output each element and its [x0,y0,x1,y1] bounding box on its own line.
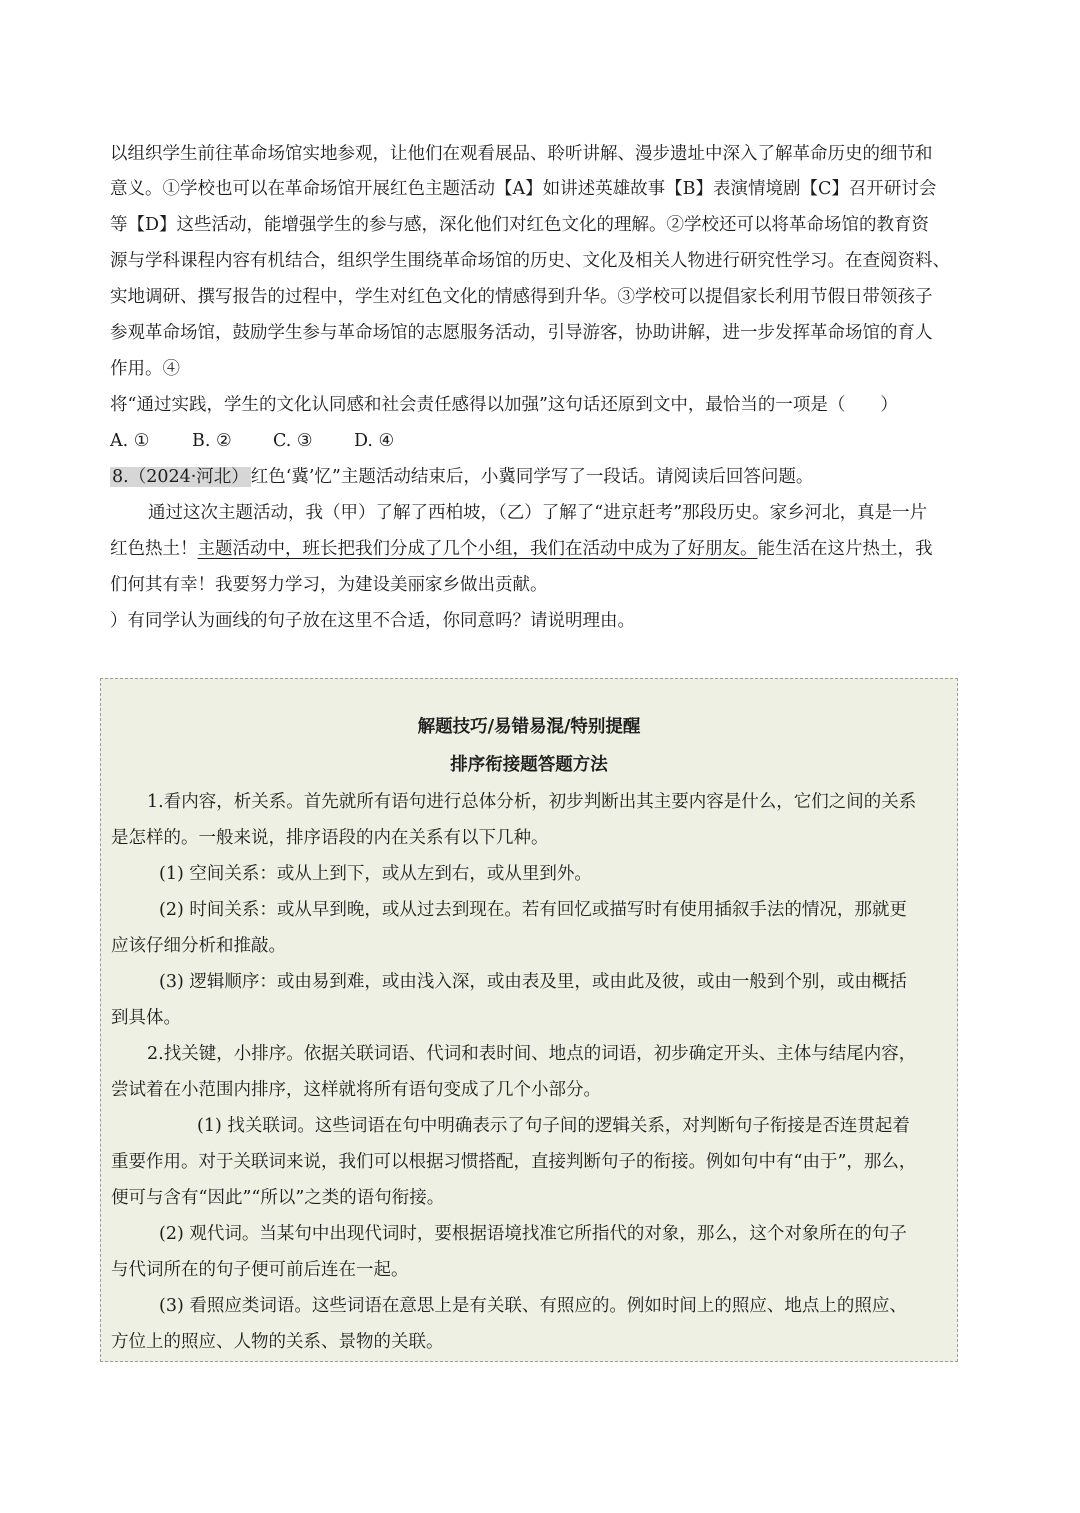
tip-line: (3) 看照应类词语。这些词语在意思上是有关联、有照应的。例如时间上的照应、地点上的照应、 [159,1296,907,1316]
paragraph-text: 能生活在这片热土，我 [757,539,933,559]
paragraph-line: 们何其有幸！我要努力学习，为建设美丽家乡做出贡献。 [110,575,548,595]
tip-line: 到具体。 [111,1008,181,1028]
question-8-header [110,466,813,488]
passage-line: 等【D】这些活动，能增强学生的参与感，深化他们对红色文化的理解。②学校还可以将革命场馆的教育资 [110,215,930,235]
tip-line: 是怎样的。一般来说，排序语段的内在关系有以下几种。 [111,828,549,848]
question-8-ask: ）有同学认为画线的句子放在这里不合适，你同意吗？请说明理由。 [110,611,635,631]
passage-line: 参观革命场馆，鼓励学生参与革命场馆的志愿服务活动，引导游客，协助讲解，进一步发挥革命场馆的育人 [110,323,933,343]
passage-line: 作用。④ [110,359,180,379]
underlined-sentence: 主题活动中，班长把我们分成了几个小组，我们在活动中成为了好朋友。 [197,539,758,559]
paragraph-line [110,538,933,560]
paragraph-text: 红色热土！ [110,539,198,559]
tip-line: 尝试着在小范围内排序，这样就将所有语句变成了几个小部分。 [111,1080,601,1100]
passage-line: 源与学科课程内容有机结合，组织学生围绕革命场馆的历史、文化及相关人物进行研究性学习。在查阅资料、 [110,251,950,271]
option-c: C. ③ [273,431,313,451]
option-d: D. ④ [354,431,395,451]
tip-line: 1.看内容，析关系。首先就所有语句进行总体分析，初步判断出其主要内容是什么，它们之间的关系 [147,792,917,812]
tip-line: 2.找关键，小排序。依据关联词语、代词和表时间、地点的词语，初步确定开头、主体与结尾内容， [147,1044,917,1064]
option-a: A. ① [110,431,150,451]
option-b: B. ② [192,431,232,451]
tip-line: 重要作用。对于关联词来说，我们可以根据习惯搭配，直接判断句子的衔接。例如句中有“由于”，那么， [111,1152,917,1172]
tip-line: (2) 时间关系：或从早到晚，或从过去到现在。若有回忆或描写时有使用插叙手法的情况，那就更 [159,900,907,920]
question-7-stem: 将“通过实践，学生的文化认同感和社会责任感得以加强”这句话还原到文中，最恰当的一项是（ ） [110,395,898,415]
tips-title: 解题技巧/易错易混/特别提醒 [417,717,641,737]
tip-line: (3) 逻辑顺序：或由易到难，或由浅入深，或由表及里，或由此及彼，或由一般到个别，或由概括 [159,972,907,992]
tip-line: (1) 找关联词。这些词语在句中明确表示了句子间的逻辑关系，对判断句子衔接是否连贯起着 [197,1116,910,1136]
passage-line: 意义。①学校也可以在革命场馆开展红色主题活动【A】如讲述英雄故事【B】表演情境剧【C】召开研讨会 [110,179,937,199]
tips-box [100,678,958,1362]
passage-line: 实地调研、撰写报告的过程中，学生对红色文化的情感得到升华。③学校可以提倡家长利用节假日带领孩子 [110,287,933,307]
paragraph-line: 通过这次主题活动，我（甲）了解了西柏坡，（乙）了解了“进京赶考”那段历史。家乡河北，真是一片 [148,503,928,523]
question-8-stem: 红色‘冀’忆”主题活动结束后，小冀同学写了一段话。请阅读后回答问题。 [250,467,814,487]
tip-line: 应该仔细分析和推敲。 [111,936,286,956]
tip-line: 便可与含有“因此”“所以”之类的语句衔接。 [111,1188,445,1208]
tips-subtitle: 排序衔接题答题方法 [450,755,608,775]
passage-line: 以组织学生前往革命场馆实地参观，让他们在观看展品、聆听讲解、漫步遗址中深入了解革命历史的细节和 [110,144,933,164]
tip-line: 与代词所在的句子便可前后连在一起。 [111,1260,409,1280]
tip-line: (1) 空间关系：或从上到下，或从左到右，或从里到外。 [159,864,592,884]
tip-line: 方位上的照应、人物的关系、景物的关联。 [111,1332,444,1352]
tip-line: (2) 观代词。当某句中出现代词时，要根据语境找准它所指代的对象，那么，这个对象所在的句子 [159,1224,907,1244]
question-source-tag: 8.（2024·河北） [112,467,249,487]
